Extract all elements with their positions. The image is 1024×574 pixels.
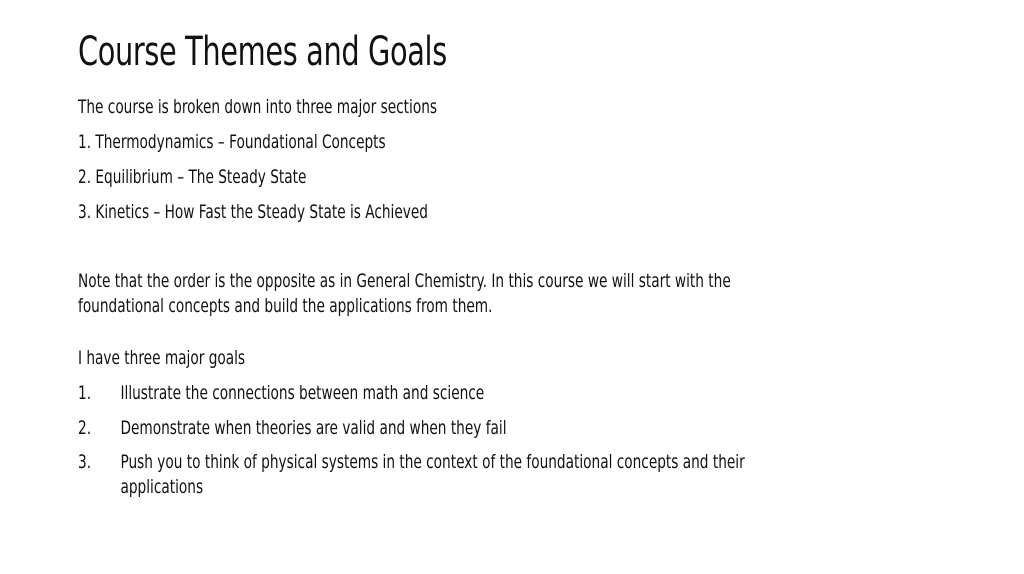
intro-text: The course is broken down into three major sections (78, 96, 437, 118)
goal-item (78, 380, 870, 415)
goal-number: 1. (78, 382, 92, 404)
goal-number: 2. (78, 417, 92, 439)
goal-text: Demonstrate when theories are valid and when they fail (120, 417, 507, 439)
section-item: 2. Equilibrium – The Steady State (78, 166, 307, 188)
goal-text: Illustrate the connections between math and science (120, 382, 485, 404)
slide-title: Course Themes and Goals (78, 29, 447, 75)
note-paragraph (78, 269, 870, 345)
note-line: Note that the order is the opposite as in General Chemistry. In this course we will start with the (78, 270, 731, 292)
goal-text-line: applications (120, 476, 204, 498)
goal-item (78, 450, 870, 500)
section-item: 3. Kinetics – How Fast the Steady State is Achieved (78, 201, 428, 223)
goal-number: 3. (78, 451, 92, 473)
goal-text (120, 450, 744, 500)
goal-item (78, 415, 870, 450)
slide-body (78, 94, 870, 500)
note-line: foundational concepts and build the applications from them. (78, 295, 493, 317)
spacer (78, 234, 870, 269)
goals-intro: I have three major goals (78, 347, 246, 369)
section-item: 1. Thermodynamics – Foundational Concepts (78, 131, 386, 153)
goal-text-line: Push you to think of physical systems in the context of the foundational concepts and their (120, 451, 745, 473)
